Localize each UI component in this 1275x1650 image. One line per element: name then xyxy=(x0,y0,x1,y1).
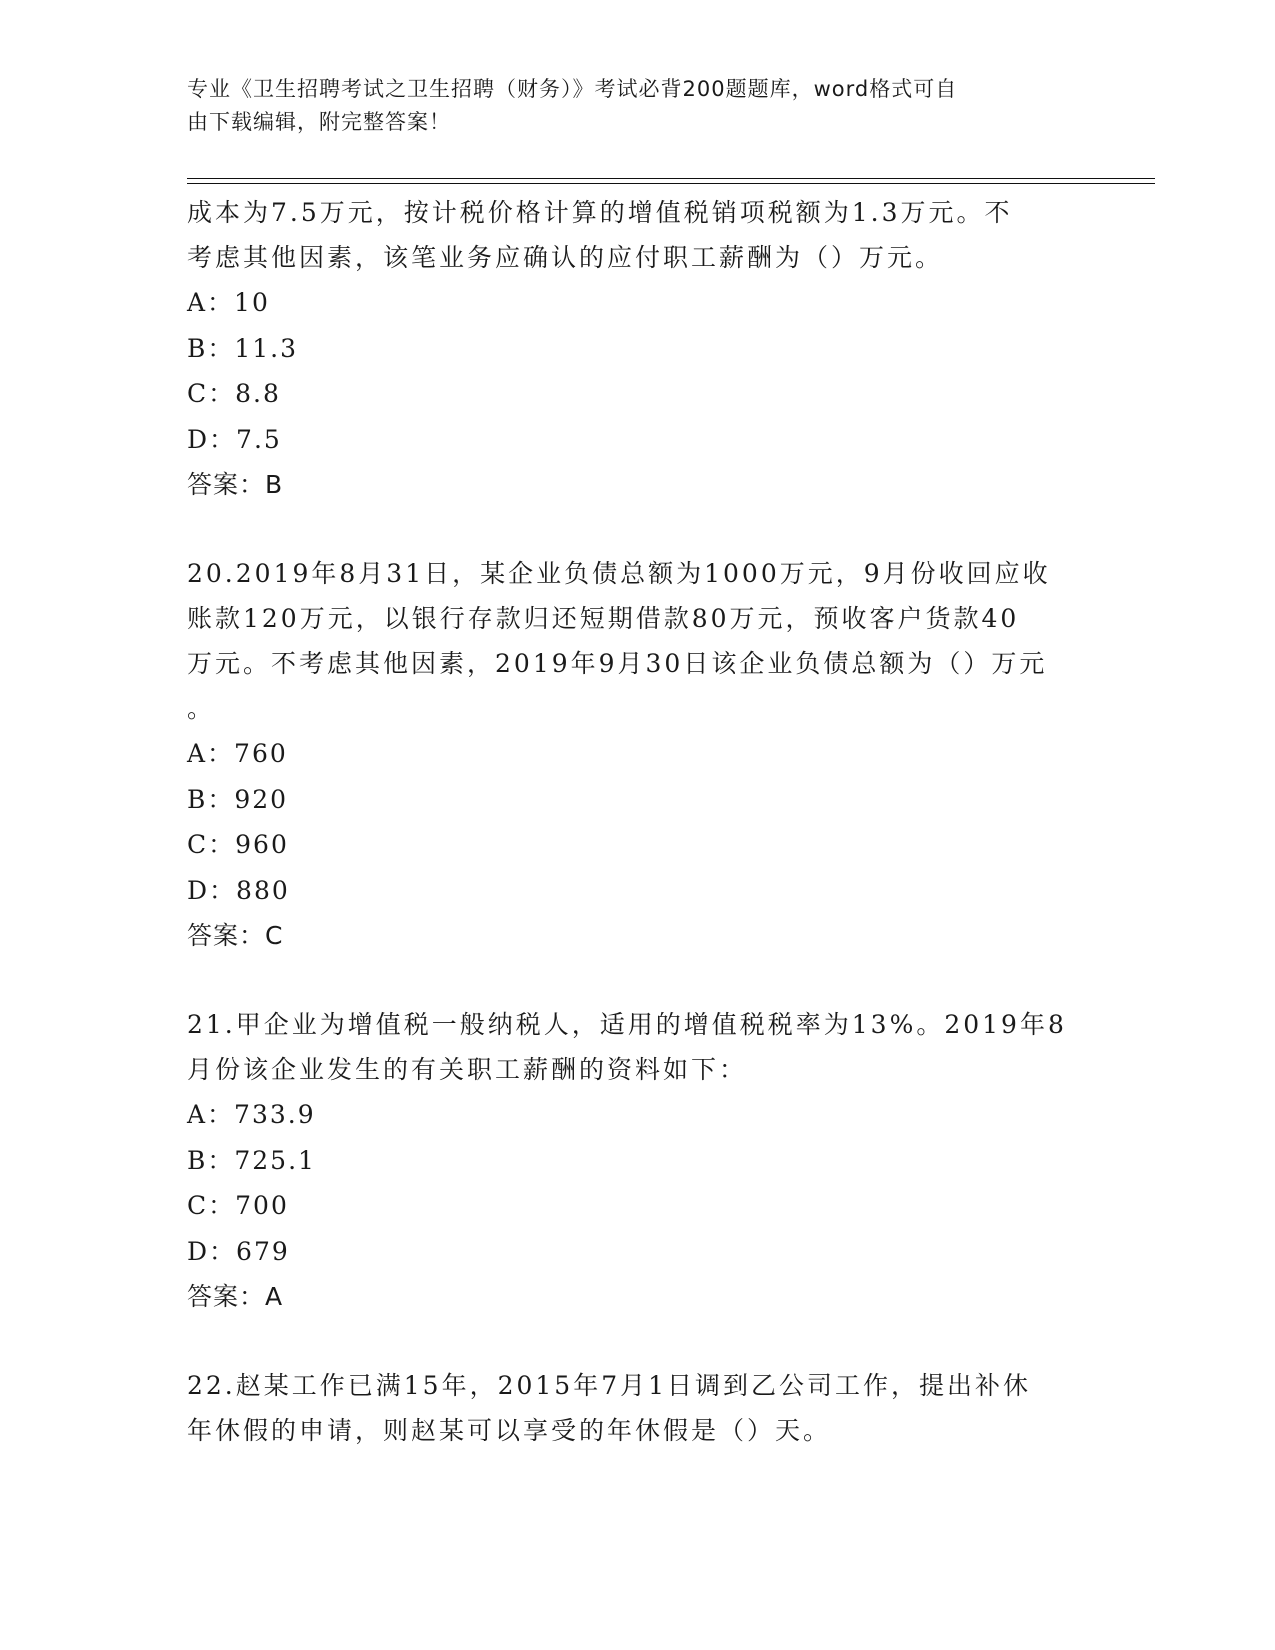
answer-option: A：10 xyxy=(187,288,270,317)
question-block xyxy=(187,551,1087,959)
answer-option: D：7.5 xyxy=(187,424,282,454)
answer-option: A：733.9 xyxy=(187,1100,316,1129)
block-spacer xyxy=(187,959,1087,1002)
answer-option: D：679 xyxy=(187,1236,290,1266)
answer-option: B：11.3 xyxy=(187,333,299,363)
header-line-2: 由下载编辑，附完整答案！ xyxy=(187,110,451,134)
question-text-line: 。 xyxy=(187,694,216,723)
document-header xyxy=(187,73,1067,139)
answer-option: B：725.1 xyxy=(187,1145,316,1175)
answer-option: C：960 xyxy=(187,830,289,859)
answer-option: D：880 xyxy=(187,875,290,905)
question-block xyxy=(187,1002,1087,1320)
question-text-line: 22.赵某工作已满15年，2015年7月1日调到乙公司工作，提出补休 xyxy=(187,1371,1032,1400)
answer-option: C：8.8 xyxy=(187,379,281,408)
answer-key: 答案：B xyxy=(187,470,284,499)
question-text-line: 账款120万元，以银行存款归还短期借款80万元，预收客户货款40 xyxy=(187,604,1020,633)
question-text-line: 20.2019年8月31日，某企业负债总额为1000万元，9月份收回应收 xyxy=(187,559,1051,588)
question-text-line: 年休假的申请，则赵某可以享受的年休假是（）天。 xyxy=(187,1416,832,1445)
question-list xyxy=(187,190,1087,1453)
answer-option: B：920 xyxy=(187,784,289,814)
question-text-line: 21.甲企业为增值税一般纳税人，适用的增值税税率为13%。2019年8 xyxy=(187,1010,1067,1039)
answer-option: A：760 xyxy=(187,739,288,768)
block-spacer xyxy=(187,1320,1087,1363)
question-text-line: 月份该企业发生的有关职工薪酬的资料如下： xyxy=(187,1055,748,1084)
question-text-line: 考虑其他因素，该笔业务应确认的应付职工薪酬为（）万元。 xyxy=(187,243,944,272)
question-block xyxy=(187,1363,1087,1453)
question-text-line: 万元。不考虑其他因素，2019年9月30日该企业负债总额为（）万元 xyxy=(187,649,1048,678)
answer-option: C：700 xyxy=(187,1191,289,1220)
header-divider-bottom xyxy=(187,183,1155,184)
answer-key: 答案：A xyxy=(187,1282,284,1311)
answer-key: 答案：C xyxy=(187,921,284,950)
header-divider-top xyxy=(187,178,1155,179)
question-block xyxy=(187,190,1087,508)
block-spacer xyxy=(187,508,1087,551)
header-line-1: 专业《卫生招聘考试之卫生招聘（财务）》考试必背200题题库，word格式可自 xyxy=(187,77,958,101)
question-text-line: 成本为7.5万元，按计税价格计算的增值税销项税额为1.3万元。不 xyxy=(187,198,1013,227)
